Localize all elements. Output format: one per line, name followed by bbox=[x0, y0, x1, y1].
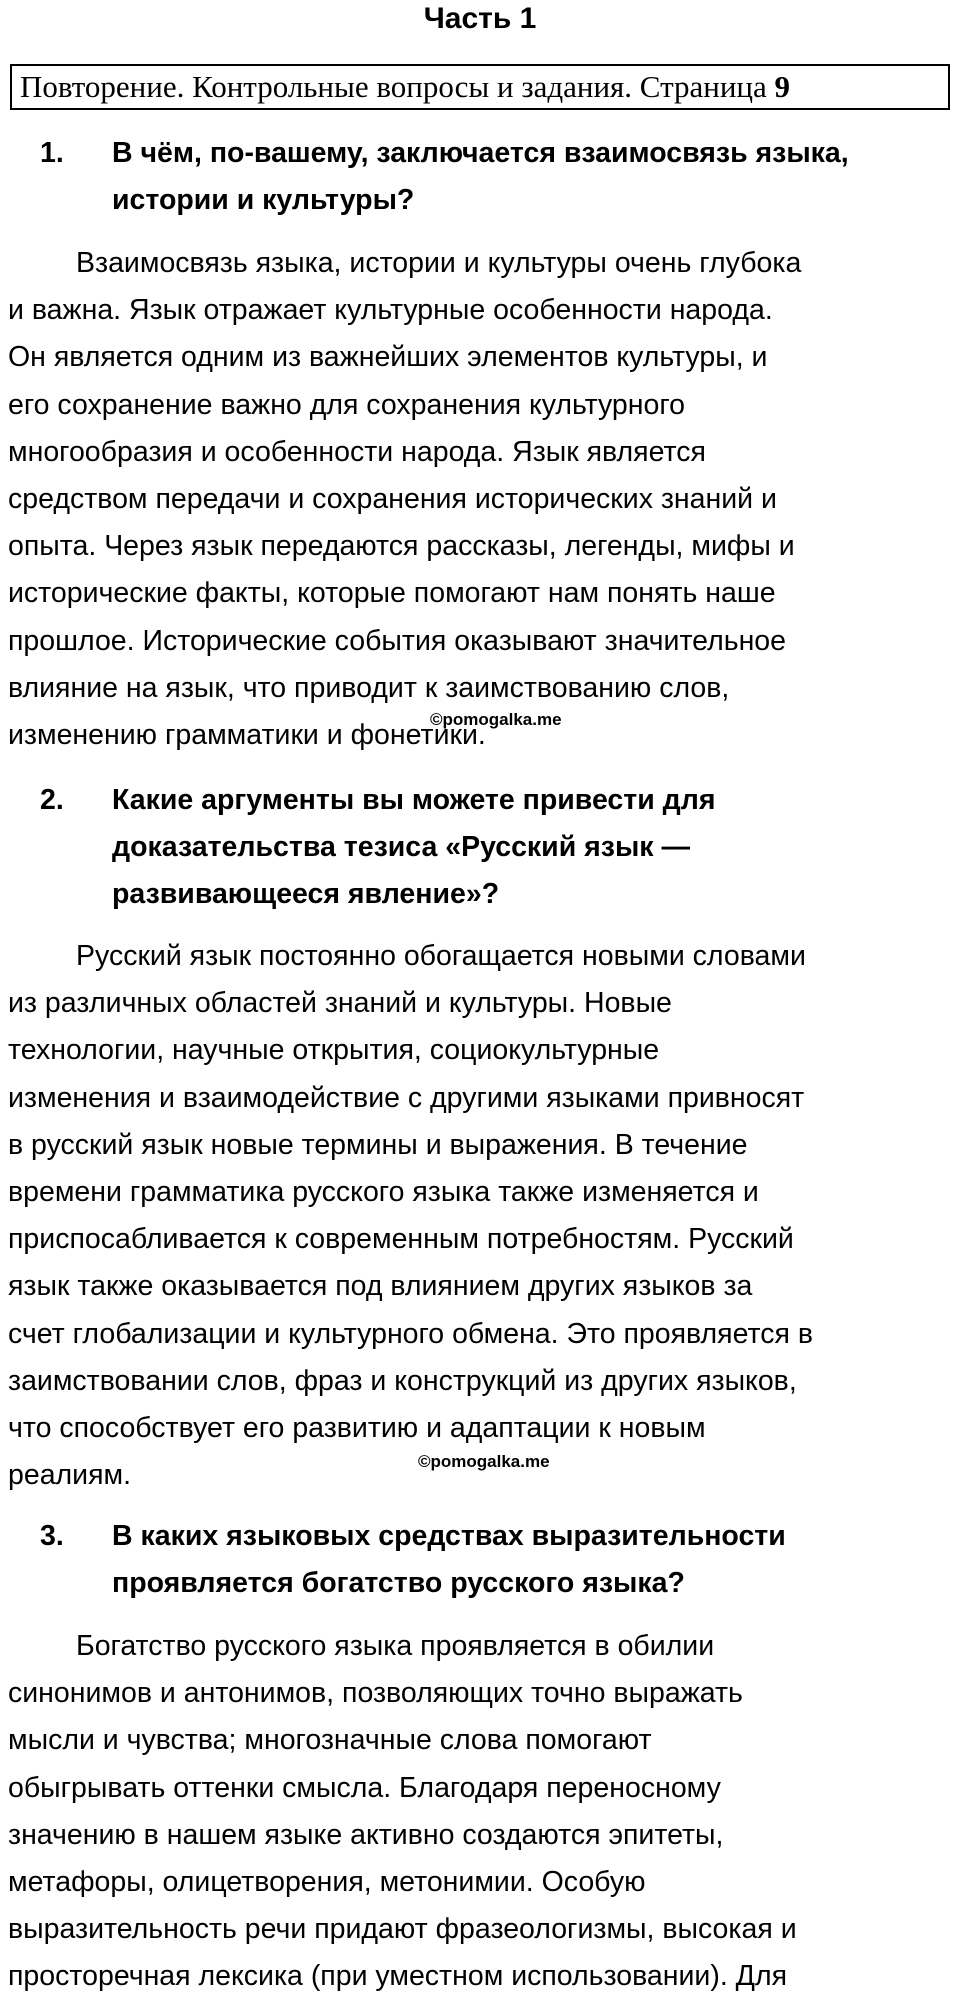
section-title: Повторение. Контрольные вопросы и задания. Страница bbox=[20, 69, 775, 104]
question-3-title bbox=[40, 1513, 936, 1607]
answer-3-line: Богатство русского языка проявляется в обилии bbox=[76, 1630, 715, 1662]
question-2-text-3: развивающееся явление»? bbox=[112, 878, 500, 910]
answer-2-line: заимствовании слов, фраз и конструкций из других языков, bbox=[8, 1364, 797, 1397]
question-3-text-2: проявляется богатство русского языка? bbox=[112, 1567, 685, 1599]
answer-3-line: просторечная лексика (при уместном использовании). Для bbox=[8, 1960, 788, 1993]
watermark-1: ©pomogalka.me bbox=[430, 710, 562, 729]
question-1-line-2 bbox=[76, 177, 936, 224]
answer-3-line: значению в нашем языке активно создаются эпитеты, bbox=[8, 1818, 724, 1851]
question-2-line-2 bbox=[76, 824, 936, 871]
question-1-title bbox=[40, 130, 936, 224]
answer-3-line: выразительность речи придают фразеологизмы, высокая и bbox=[8, 1913, 797, 1946]
question-1-line-1 bbox=[40, 130, 936, 177]
answer-1-line: исторические факты, которые помогают нам понять наше bbox=[8, 577, 776, 610]
question-3-line-1 bbox=[40, 1513, 936, 1560]
answer-1-line: и важна. Язык отражает культурные особенности народа. bbox=[8, 294, 773, 327]
answer-2-line: изменения и взаимодействие с другими языками привносят bbox=[8, 1081, 805, 1114]
part-title: Часть 1 bbox=[423, 2, 537, 35]
answer-1 bbox=[8, 240, 938, 759]
answer-1-line: его сохранение важно для сохранения культурного bbox=[8, 388, 685, 421]
answer-3-line: мысли и чувства; многозначные слова помогают bbox=[8, 1724, 652, 1757]
answer-2-line: язык также оказывается под влиянием других языков за bbox=[8, 1270, 753, 1303]
answer-2-line: реалиям. bbox=[8, 1459, 132, 1492]
answer-3-line: синонимов и антонимов, позволяющих точно выражать bbox=[8, 1677, 743, 1710]
answer-1-line: многообразия и особенности народа. Язык является bbox=[8, 435, 706, 468]
answer-2-line: счет глобализации и культурного обмена. Это проявляется в bbox=[8, 1317, 813, 1350]
answer-1-line: опыта. Через язык передаются рассказы, легенды, мифы и bbox=[8, 530, 795, 563]
answer-3-line: метафоры, олицетворения, метонимии. Особую bbox=[8, 1866, 646, 1899]
answer-1-line: прошлое. Исторические события оказывают значительное bbox=[8, 624, 787, 657]
answer-2-line: в русский язык новые термины и выражения. В течение bbox=[8, 1128, 748, 1161]
answer-2-line: Русский язык постоянно обогащается новыми словами bbox=[76, 940, 806, 972]
question-1-text-2: истории и культуры? bbox=[112, 184, 415, 216]
question-2-text-2: доказательства тезиса «Русский язык — bbox=[112, 831, 690, 863]
question-3-line-2 bbox=[76, 1560, 936, 1607]
question-3-text-1: В каких языковых средствах выразительности bbox=[112, 1520, 786, 1552]
question-1-number: 1. bbox=[40, 137, 64, 169]
answer-2-line: приспосабливается к современным потребностям. Русский bbox=[8, 1223, 794, 1256]
question-2-text-1: Какие аргументы вы можете привести для bbox=[112, 784, 716, 816]
question-2-line-1 bbox=[40, 777, 936, 824]
answer-1-line: влияние на язык, что приводит к заимствованию слов, bbox=[8, 671, 730, 704]
answer-2-line: что способствует его развитию и адаптации к новым bbox=[8, 1412, 706, 1445]
answer-2-line: времени грамматика русского языка также изменяется и bbox=[8, 1176, 759, 1209]
question-3-number: 3. bbox=[40, 1520, 64, 1552]
page-number: 9 bbox=[774, 69, 791, 104]
question-2-title bbox=[40, 777, 936, 918]
answer-2-line: из различных областей знаний и культуры. Новые bbox=[8, 987, 672, 1020]
answer-2 bbox=[8, 933, 938, 1499]
answer-3-line: обыгрывать оттенки смысла. Благодаря переносному bbox=[8, 1771, 721, 1804]
question-2-line-3 bbox=[76, 871, 936, 918]
answer-1-line: средством передачи и сохранения исторических знаний и bbox=[8, 483, 777, 516]
answer-2-line: технологии, научные открытия, социокультурные bbox=[8, 1034, 660, 1067]
answer-1-line: Он является одним из важнейших элементов культуры, и bbox=[8, 341, 768, 374]
answer-1-line: Взаимосвязь языка, истории и культуры очень глубока bbox=[76, 247, 802, 279]
question-1-text-1: В чём, по-вашему, заключается взаимосвязь языка, bbox=[112, 137, 849, 169]
answer-1-line: изменению грамматики и фонетики. bbox=[8, 719, 486, 752]
question-2-number: 2. bbox=[40, 784, 64, 816]
answer-3 bbox=[8, 1623, 938, 2001]
watermark-2: ©pomogalka.me bbox=[418, 1452, 550, 1471]
section-header bbox=[10, 64, 950, 110]
